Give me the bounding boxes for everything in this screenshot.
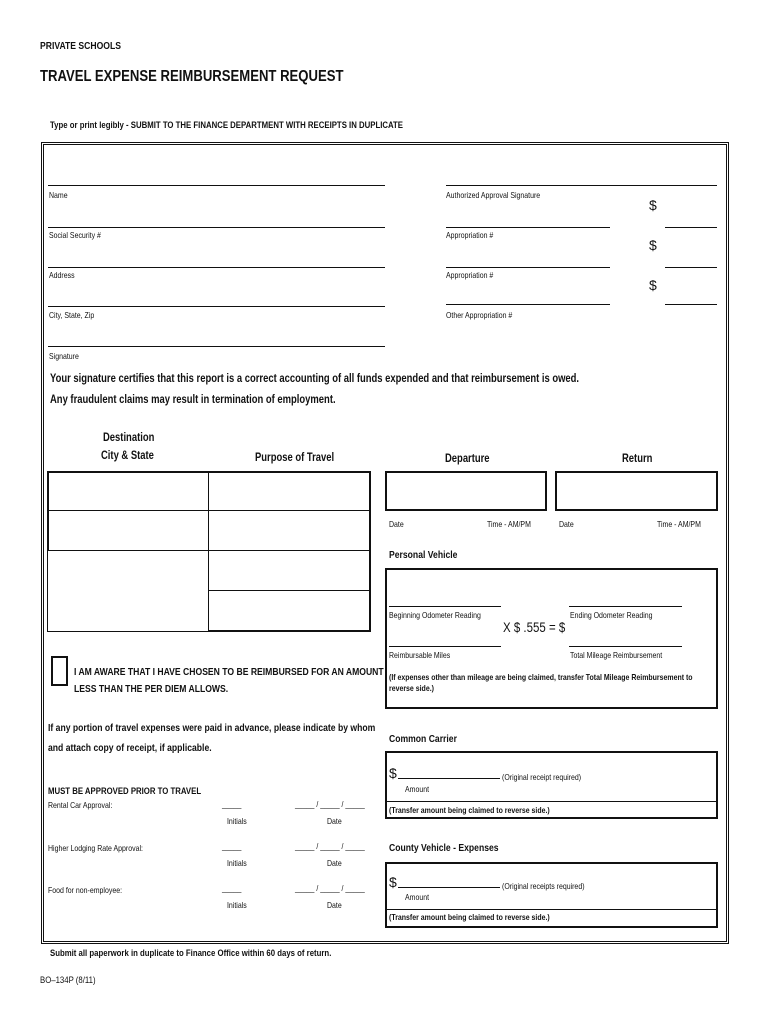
common-carrier-title: Common Carrier	[389, 733, 457, 745]
lodging-initials-label: Initials	[227, 858, 247, 868]
form-title: TRAVEL EXPENSE REIMBURSEMENT REQUEST	[40, 68, 344, 85]
reimbursable-miles-line[interactable]	[389, 646, 501, 647]
county-vehicle-amount-line[interactable]	[398, 887, 500, 888]
certification-line-2: Any fraudulent claims may result in termination of employment.	[50, 394, 336, 406]
other-appropriation-label: Other Appropriation #	[446, 310, 513, 320]
personal-vehicle-title: Personal Vehicle	[389, 549, 458, 561]
personal-vehicle-note: (If expenses other than mileage are being claimed, transfer Total Mileage Reimbursement to reverse side.)	[389, 672, 693, 693]
departure-date-box[interactable]	[385, 471, 547, 511]
common-carrier-transfer: (Transfer amount being claimed to reverse side.)	[389, 805, 550, 815]
county-vehicle-amount-label: Amount	[405, 892, 430, 902]
amount-2-line[interactable]	[665, 267, 717, 268]
county-vehicle-original: (Original receipts required)	[502, 881, 585, 891]
departure-time-label: Time - AM/PM	[487, 519, 531, 529]
rental-initials-blank[interactable]: _____	[222, 799, 242, 809]
food-initials-blank[interactable]: _____	[222, 883, 242, 893]
mileage-formula: X $ .555 = $	[503, 619, 566, 635]
table-row-divider-left	[47, 550, 208, 551]
ssn-line[interactable]	[48, 227, 385, 228]
address-line[interactable]	[48, 267, 385, 268]
county-vehicle-transfer: (Transfer amount being claimed to reverse side.)	[389, 912, 550, 922]
return-date-label: Date	[559, 519, 574, 529]
total-mileage-label: Total Mileage Reimbursement	[570, 650, 663, 660]
rental-initials-label: Initials	[227, 816, 247, 826]
food-initials-label: Initials	[227, 900, 247, 910]
lodging-date-label: Date	[327, 858, 342, 868]
destination-header-1: Destination	[103, 432, 155, 444]
org-name: PRIVATE SCHOOLS	[40, 40, 122, 52]
reimbursable-miles-label: Reimbursable Miles	[389, 650, 451, 660]
end-odometer-label: Ending Odometer Reading	[570, 610, 653, 620]
lodging-date-blank[interactable]: _____ / _____ / _____	[295, 841, 365, 851]
table-row-divider-1	[47, 510, 371, 511]
food-label: Food for non-employee:	[48, 885, 123, 895]
lodging-initials-blank[interactable]: _____	[222, 841, 242, 851]
per-diem-line-1: I AM AWARE THAT I HAVE CHOSEN TO BE REIMBURSED FOR AN AMOUNT	[74, 666, 384, 678]
return-time-label: Time - AM/PM	[657, 519, 701, 529]
end-odometer-line[interactable]	[569, 606, 682, 607]
common-carrier-divider	[387, 801, 716, 802]
amount-3-line[interactable]	[665, 304, 717, 305]
name-label: Name	[49, 190, 68, 200]
lodging-label: Higher Lodging Rate Approval:	[48, 843, 143, 853]
common-carrier-original: (Original receipt required)	[502, 772, 582, 782]
dollar-sign-2: $	[649, 237, 657, 253]
table-left-empty	[48, 550, 208, 631]
rental-date-label: Date	[327, 816, 342, 826]
certification-line-1: Your signature certifies that this report is a correct accounting of all funds expended and that reimbursement is owed.	[50, 373, 580, 385]
form-number: BO–134P (8/11)	[40, 975, 96, 986]
food-date-blank[interactable]: _____ / _____ / _____	[295, 883, 365, 893]
signature-line[interactable]	[48, 346, 385, 347]
common-carrier-amount-label: Amount	[405, 784, 430, 794]
per-diem-line-2: LESS THAN THE PER DIEM ALLOWS.	[74, 683, 229, 695]
common-carrier-amount-line[interactable]	[398, 778, 500, 779]
begin-odometer-line[interactable]	[389, 606, 501, 607]
ssn-label: Social Security #	[49, 230, 101, 240]
city-label: City, State, Zip	[49, 310, 95, 320]
county-vehicle-title: County Vehicle - Expenses	[389, 842, 499, 854]
approval-line[interactable]	[446, 185, 717, 186]
table-row-divider-3	[208, 590, 371, 591]
amount-1-line[interactable]	[665, 227, 717, 228]
advance-line-2: and attach copy of receipt, if applicable.	[48, 742, 212, 754]
destination-header-2: City & State	[101, 450, 154, 462]
appropriation-1-label: Appropriation #	[446, 230, 494, 240]
dollar-sign-3: $	[649, 277, 657, 293]
appropriation-2-label: Appropriation #	[446, 270, 494, 280]
other-appropriation-line[interactable]	[446, 304, 610, 305]
return-date-box[interactable]	[555, 471, 718, 511]
appropriation-1-line[interactable]	[446, 227, 610, 228]
purpose-header: Purpose of Travel	[255, 452, 335, 464]
dollar-sign-1: $	[649, 197, 657, 213]
begin-odometer-label: Beginning Odometer Reading	[389, 610, 481, 620]
return-header: Return	[622, 453, 653, 465]
county-vehicle-divider	[387, 909, 716, 910]
food-date-label: Date	[327, 900, 342, 910]
advance-line-1: If any portion of travel expenses were paid in advance, please indicate by whom	[48, 722, 376, 734]
departure-date-label: Date	[389, 519, 404, 529]
table-col-divider	[208, 471, 209, 632]
approval-heading: MUST BE APPROVED PRIOR TO TRAVEL	[48, 786, 202, 797]
submit-note: Submit all paperwork in duplicate to Finance Office within 60 days of return.	[50, 948, 332, 959]
departure-header: Departure	[445, 453, 490, 465]
total-mileage-line[interactable]	[569, 646, 682, 647]
address-label: Address	[49, 270, 75, 280]
common-carrier-dollar: $	[389, 765, 397, 781]
rental-date-blank[interactable]: _____ / _____ / _____	[295, 799, 365, 809]
instructions: Type or print legibly - SUBMIT TO THE FINANCE DEPARTMENT WITH RECEIPTS IN DUPLICATE	[50, 120, 404, 131]
county-vehicle-dollar: $	[389, 874, 397, 890]
approval-label: Authorized Approval Signature	[446, 190, 541, 200]
appropriation-2-line[interactable]	[446, 267, 610, 268]
signature-label: Signature	[49, 351, 79, 361]
city-line[interactable]	[48, 306, 385, 307]
rental-car-label: Rental Car Approval:	[48, 800, 113, 810]
table-row-divider-2	[208, 550, 371, 551]
name-line[interactable]	[48, 185, 385, 186]
per-diem-checkbox[interactable]	[51, 656, 68, 686]
